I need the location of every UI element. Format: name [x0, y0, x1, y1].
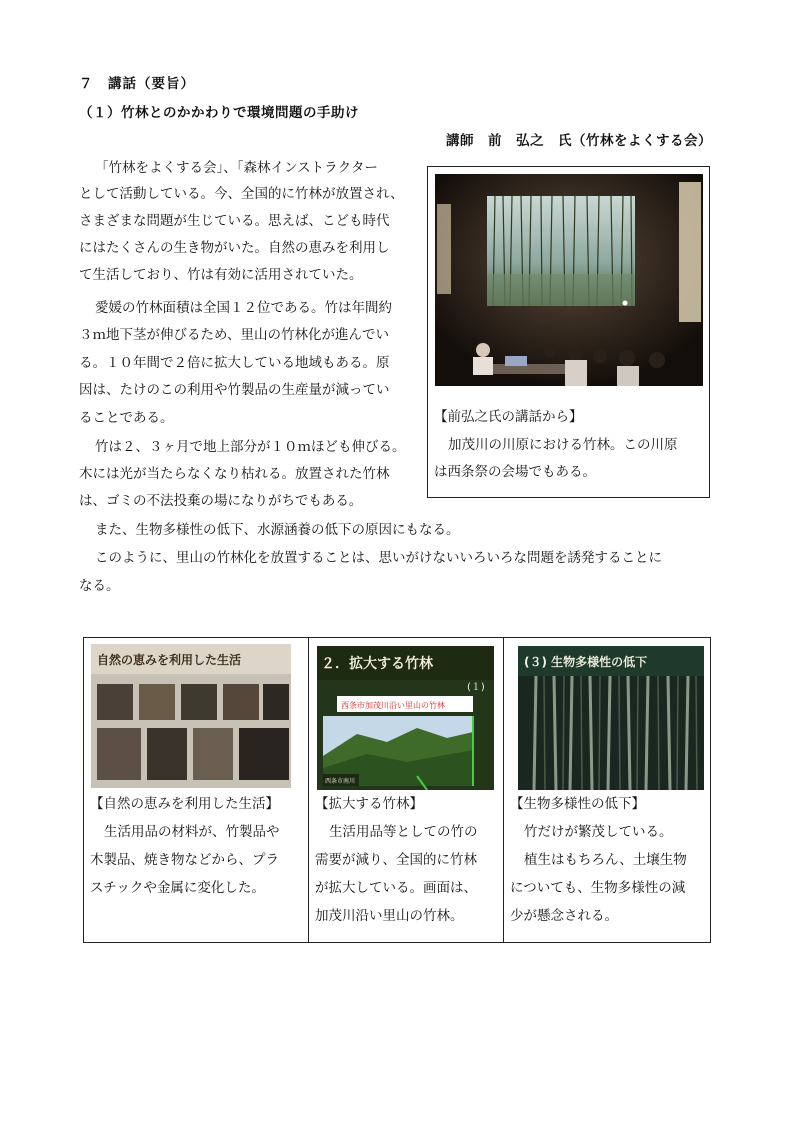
photo-cell	[84, 638, 309, 943]
slide-title: 自然の恵みを利用した生活	[97, 653, 242, 667]
slide-photo-graphic	[317, 646, 494, 790]
lecture-figure-box	[427, 166, 710, 498]
slide-photo	[317, 646, 494, 790]
slide-photo-graphic	[518, 646, 704, 790]
slide-photo	[91, 644, 291, 788]
figure-caption-line: 加茂川の川原における竹林。この川原	[448, 437, 678, 453]
photo-caption-line: 生活用品の材料が、竹製品や	[104, 824, 280, 840]
body-line: ることである。	[79, 410, 174, 426]
photo-caption-line: 少が懸念される。	[510, 908, 618, 924]
photo-title: 【自然の恵みを利用した生活】	[90, 796, 279, 812]
photo-cell	[309, 638, 504, 943]
lecture-photo	[435, 174, 703, 386]
body-line: なる。	[79, 578, 120, 594]
body-line: 木には光が当たらなくなり枯れる。放置された竹林	[79, 466, 390, 482]
slide-title: ２．拡大する竹林	[321, 656, 433, 672]
speaker-line: 講師 前 弘之 氏（竹林をよくする会）	[446, 133, 712, 149]
photo-caption-line: 竹だけが繁茂している。	[524, 824, 673, 840]
slide-label: 西条市加茂川沿い里山の竹林	[341, 701, 445, 710]
photo-caption-line: 木製品、焼き物などから、プラ	[90, 852, 279, 868]
section-heading: ７ 講話（要旨）	[79, 76, 195, 92]
photo-caption-line: スチックや金属に変化した。	[90, 880, 265, 896]
body-line: として活動している。今、全国的に竹林が放置され、	[79, 186, 404, 202]
slide-title: (３) 生物多様性の低下	[524, 655, 648, 669]
figure-title: 【前弘之氏の講話から】	[434, 409, 583, 425]
body-line: また、生物多様性の低下、水源涵養の低下の原因にもなる。	[95, 522, 460, 538]
body-line: 愛媛の竹林面積は全国１２位である。竹は年間約	[95, 300, 392, 316]
body-line: 因は、たけのこの利用や竹製品の生産量が減ってい	[79, 382, 390, 398]
photo-title: 【生物多様性の低下】	[510, 796, 645, 812]
body-line: る。１０年間で２倍に拡大している地域もある。原	[79, 355, 390, 371]
photo-caption-line: が拡大している。画面は、	[315, 880, 477, 896]
body-line: 竹は２、３ヶ月で地上部分が１０ｍほども伸びる。	[95, 439, 406, 455]
photo-caption-line: 需要が減り、全国的に竹林	[315, 852, 477, 868]
body-line: は、ゴミの不法投棄の場になりがちでもある。	[79, 493, 363, 509]
figure-caption-line: は西条祭の会場でもある。	[434, 464, 596, 480]
body-line: にはたくさんの生き物がいた。自然の恵みを利用し	[79, 240, 390, 256]
photo-cell	[504, 638, 711, 943]
slide-number: (１)	[467, 682, 485, 693]
slide-photo-graphic	[91, 644, 291, 788]
body-line: このように、里山の竹林化を放置することは、思いがけないいろいろな問題を誘発することに	[95, 550, 662, 566]
photo-title: 【拡大する竹林】	[315, 796, 423, 812]
photo-caption-line: 植生はもちろん、土壌生物	[524, 852, 687, 868]
body-line: 「竹林をよくする会」、「森林インストラクター	[95, 160, 378, 176]
body-line: ３ｍ地下茎が伸びるため、里山の竹林化が進んでい	[79, 327, 389, 343]
slide-photo	[518, 646, 704, 790]
photo-table	[83, 637, 711, 943]
subsection-heading: （１）竹林とのかかわりで環境問題の手助け	[79, 105, 359, 121]
slide-corner-label: 西条市南川	[325, 778, 356, 785]
body-line: て生活しており、竹は有効に活用されていた。	[79, 267, 363, 283]
body-line: さまざまな問題が生じている。思えば、こども時代	[79, 213, 390, 229]
photo-caption-line: 生活用品等としての竹の	[329, 824, 478, 840]
photo-caption-line: 加茂川沿い里山の竹林。	[315, 908, 464, 924]
photo-caption-line: についても、生物多様性の減	[510, 880, 686, 896]
lecture-photo-graphic	[435, 174, 703, 386]
